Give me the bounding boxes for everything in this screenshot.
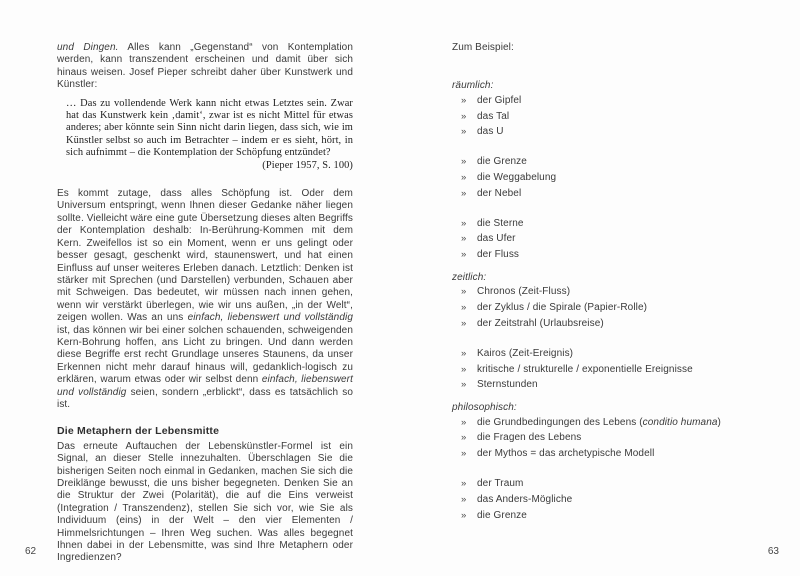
text-run: der Nebel [477,187,522,199]
guillemet-bullet-icon: » [461,233,467,245]
item-cluster [452,218,782,265]
item-cluster [452,348,782,395]
guillemet-bullet-icon: » [461,477,467,489]
guillemet-bullet-icon: » [461,416,467,428]
text-run: die Grenze [477,156,527,168]
text-run: das U [477,126,504,138]
text-run: Alles kann „Gegenstand“ von Kontemplation werden, kann transzendent erscheinen und damit über sich hinaus weisen. Josef Pieper schreibt daher über Kunstwerk und Künstler: [57,42,353,91]
text-run: seien, sondern „erblickt“, dass es tatsächlich so ist. [57,386,353,410]
example-groups [452,80,782,525]
guillemet-bullet-icon: » [461,94,467,106]
item-cluster [452,478,782,525]
guillemet-bullet-icon: » [461,172,467,183]
list-item [452,494,782,510]
list-item [452,478,782,494]
paragraph-continuation [57,42,353,92]
guillemet-bullet-icon: » [461,347,467,359]
guillemet-bullet-icon: » [461,509,467,521]
list-item-text [477,417,782,429]
section-heading: Die Metaphern der Lebensmitte [57,425,220,438]
right-text-block [452,42,782,532]
item-cluster [452,417,782,464]
metaphor-group [452,80,782,265]
list-item-text [477,318,782,330]
list-item [452,218,782,234]
text-run: die Sterne [477,217,524,229]
list-item-text [477,448,782,460]
list-item-text [477,364,782,376]
guillemet-bullet-icon: » [461,110,467,122]
guillemet-bullet-icon: » [461,493,467,505]
list-item-text [477,379,782,391]
list-item [452,95,782,111]
text-run: der Zyklus / die Spirale (Papier-Rolle) [477,302,648,314]
text-run: Kairos (Zeit-Ereignis) [477,347,574,359]
text-run: der Mythos = das archetypische Modell [477,448,655,460]
text-run: Es kommt zutage, dass alles Schöpfung ist. Oder dem Universum entspringt, wenn Ihnen dieser Gedanke näher liegen sollte. Vielleicht wäre eine gute Übersetzung dieses alten Begriffs der Kontemplation deshalb: In-Berührung-Kommen mit dem Kern. Zweifellos ist so ein Moment, wenn er uns gelingt oder besser gesagt, geschenkt wird, staunenswert, und hat einen Einfluss auf unser weiteres Erleben danach. Letztlich: Denken ist stärker mit Sprechen (und Darstellen) verbunden, Schauen aber mit Schweigen. Das bedeutet, wir müssen nach innen gehen, wenn wir verstärkt überlegen, wie wir uns außen, „in der Welt“, zeigen wollen. Was an uns [57,188,353,324]
list-item-text [477,126,782,138]
italic-text-run: einfach, liebenswert und vollständig [187,312,353,324]
guillemet-bullet-icon: » [461,156,467,168]
body-paragraph [57,441,353,565]
list-item [452,364,782,380]
quote-text: … Das zu vollendende Werk kann nicht etwas Letztes sein. Zwar hat das Kunstwerk kein ‚damit‘, zwar ist es nicht Mittel für etwas anderes; aber könnte sein Sinn nicht darin liegen, dass sich, wie im Künstler selbst so auch im Betrachter – indem er es sieht, hört, in sich aufnimmt – die Kontemplation der Schöpfung entzündet? [66,97,353,159]
body-paragraph [57,188,353,411]
list-item-text [477,233,782,245]
list-item [452,156,782,172]
guillemet-bullet-icon: » [461,448,467,460]
list-item-text [477,95,782,107]
examples-intro: Zum Beispiel: [452,42,514,53]
list-item [452,448,782,464]
item-cluster [452,156,782,203]
guillemet-bullet-icon: » [461,286,467,298]
guillemet-bullet-icon: » [461,363,467,375]
guillemet-bullet-icon: » [461,217,467,229]
item-cluster [452,95,782,142]
list-item-text [477,249,782,261]
list-item-text [477,348,782,360]
group-label: philosophisch: [452,402,517,414]
list-item-text [477,111,782,123]
left-text-block [57,42,353,565]
quote-citation: (Pieper 1957, S. 100) [262,159,353,171]
list-item [452,432,782,448]
text-run: ) [717,416,721,428]
list-item [452,188,782,204]
page-number-left: 62 [25,546,37,557]
text-run: Chronos (Zeit-Fluss) [477,286,571,298]
list-item [452,286,782,302]
text-run: kritische / strukturelle / exponentielle Ereignisse [477,363,693,375]
text-run: die Grenze [477,509,527,521]
guillemet-bullet-icon: » [461,302,467,314]
guillemet-bullet-icon: » [461,432,467,444]
text-run: der Traum [477,477,524,489]
list-item [452,318,782,334]
list-item-text [477,510,782,522]
list-item-text [477,218,782,230]
text-run: die Grundbedingungen des Lebens ( [477,416,643,428]
page-number-right: 63 [767,546,779,557]
group-label: räumlich: [452,80,494,92]
text-run: Das erneute Auftauchen der Lebenskünstler-Formel ist ein Signal, an dieser Stelle innezuhalten. Überschlagen Sie die bisherigen Seiten noch einmal in Gedanken, machen Sie sich die Dreiklänge bewusst, die uns bisher begegneten. Denken Sie an die Struktur der Zwei (Polarität), die auf die Eins verweist (Integration / Transzendenz), stellen Sie sich vor, wie Sie als Individuum (eins) in der Welt – den vier Elementen / Himmelsrichtungen – Ihren Weg suchen. Was alles begegnet Ihnen dabei in der Lebensmitte, was sind Ihre Metaphern oder Ingredienzen? [57,440,353,564]
text-run: der Gipfel [477,94,522,106]
list-item [452,302,782,318]
list-item-text [477,302,782,314]
metaphor-group [452,402,782,525]
text-run: die Weggabelung [477,172,557,183]
text-run: der Zeitstrahl (Urlaubsreise) [477,317,604,329]
guillemet-bullet-icon: » [461,187,467,199]
list-item [452,379,782,395]
italic-text-run: conditio humana [642,416,718,428]
text-run: das Ufer [477,233,516,245]
list-item [452,126,782,142]
guillemet-bullet-icon: » [461,126,467,138]
list-item-text [477,156,782,168]
list-item-text [477,494,782,506]
list-item [452,233,782,249]
list-item-text [477,286,782,298]
text-run: die Fragen des Lebens [477,432,582,444]
list-item [452,111,782,127]
item-cluster [452,286,782,333]
list-item [452,249,782,265]
text-run: das Anders-Mögliche [477,493,573,505]
list-item-text [477,188,782,200]
list-item-text [477,432,782,444]
text-run: der Fluss [477,249,520,261]
list-item-text [477,478,782,490]
group-label: zeitlich: [452,271,487,283]
list-item-text [477,172,782,184]
guillemet-bullet-icon: » [461,249,467,261]
text-run: ist, das können wir bei einer solchen schauenden, schweigenden Kern-Bohrung hoffen, ans Licht zu bringen. Und dann werden diese Begriffe erst recht Grundlage unseres Staunens, da unser Erkennen nicht mehr darauf hinaus will, gedanklich-logisch zu erklären, warum etwas oder wir selbst denn [57,324,353,386]
italic-text-run: und Dingen. [57,42,119,53]
metaphor-group [452,272,782,395]
italic-text-run: einfach, liebenswert und vollständig [57,374,353,398]
list-item [452,348,782,364]
guillemet-bullet-icon: » [461,379,467,391]
list-item [452,417,782,433]
list-item [452,510,782,526]
text-run: Sternstunden [477,379,538,391]
guillemet-bullet-icon: » [461,317,467,329]
block-quote [66,98,353,172]
text-run: das Tal [477,110,510,122]
list-item [452,172,782,188]
